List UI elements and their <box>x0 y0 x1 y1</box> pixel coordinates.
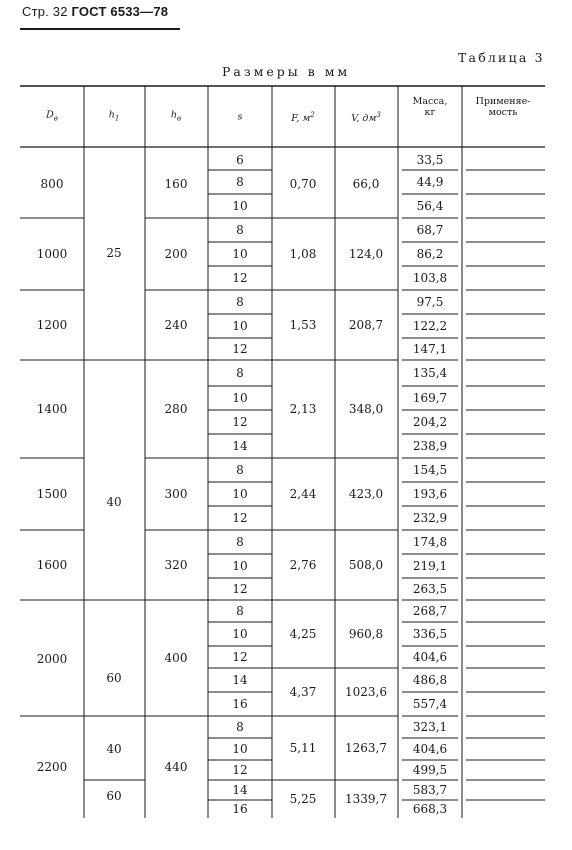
f-cell: 2,13 <box>289 402 317 416</box>
s-cell: 8 <box>236 295 244 309</box>
column-header-hv: $h_в$ <box>170 109 182 123</box>
s-cell: 10 <box>232 742 248 756</box>
mass-cell: 169,7 <box>412 391 448 405</box>
column-header-use: Применяе- мость <box>475 96 531 118</box>
hv-cell: 400 <box>164 651 188 665</box>
s-cell: 10 <box>232 391 248 405</box>
mass-cell: 135,4 <box>412 366 448 380</box>
s-cell: 8 <box>236 175 244 189</box>
mass-cell: 68,7 <box>416 223 444 237</box>
mass-cell: 193,6 <box>412 487 448 501</box>
s-cell: 12 <box>232 271 248 285</box>
mass-cell: 583,7 <box>412 783 448 797</box>
f-cell: 1,08 <box>289 247 317 261</box>
h1-cell: 40 <box>106 742 122 756</box>
mass-cell: 44,9 <box>416 175 444 189</box>
h1-cell: 60 <box>106 789 122 803</box>
dv-cell: 2000 <box>36 652 68 666</box>
standard-number: ГОСТ 6533—78 <box>71 4 169 19</box>
s-cell: 12 <box>232 763 248 777</box>
hv-cell: 320 <box>164 558 188 572</box>
v-cell: 1339,7 <box>345 792 387 806</box>
s-cell: 16 <box>232 802 248 816</box>
column-header-s: s <box>237 111 243 123</box>
s-cell: 10 <box>232 487 248 501</box>
f-cell: 4,37 <box>289 685 317 699</box>
v-cell: 124,0 <box>348 247 384 261</box>
v-cell: 208,7 <box>348 318 384 332</box>
mass-cell: 122,2 <box>412 319 448 333</box>
h1-cell: 60 <box>106 671 122 685</box>
hv-cell: 160 <box>164 177 188 191</box>
dv-cell: 1200 <box>36 318 68 332</box>
hv-cell: 280 <box>164 402 188 416</box>
f-cell: 5,25 <box>289 792 317 806</box>
column-header-f: F, $м^2$ <box>291 110 315 125</box>
v-cell: 348,0 <box>348 402 384 416</box>
column-header-v: V, $дм^3$ <box>351 110 381 125</box>
mass-cell: 103,8 <box>412 271 448 285</box>
s-cell: 10 <box>232 319 248 333</box>
f-cell: 4,25 <box>289 627 317 641</box>
dv-cell: 2200 <box>36 760 68 774</box>
mass-cell: 97,5 <box>416 295 444 309</box>
f-cell: 5,11 <box>289 741 317 755</box>
s-cell: 12 <box>232 511 248 525</box>
mass-cell: 557,4 <box>412 697 448 711</box>
s-cell: 8 <box>236 604 244 618</box>
dv-cell: 1600 <box>36 558 68 572</box>
s-cell: 8 <box>236 535 244 549</box>
s-cell: 8 <box>236 366 244 380</box>
column-header-mass: Масса, кг <box>412 96 448 118</box>
f-cell: 0,70 <box>289 177 317 191</box>
dv-cell: 1000 <box>36 247 68 261</box>
mass-cell: 268,7 <box>412 604 448 618</box>
s-cell: 16 <box>232 697 248 711</box>
s-cell: 12 <box>232 582 248 596</box>
s-cell: 6 <box>236 153 244 167</box>
s-cell: 10 <box>232 199 248 213</box>
mass-cell: 336,5 <box>412 627 448 641</box>
table-title: Таблица 3 <box>458 50 545 65</box>
hv-cell: 200 <box>164 247 188 261</box>
mass-cell: 404,6 <box>412 650 448 664</box>
column-header-dv: $D_в$ <box>46 109 58 123</box>
v-cell: 960,8 <box>348 627 384 641</box>
h1-cell: 40 <box>106 495 122 509</box>
hv-cell: 240 <box>164 318 188 332</box>
mass-cell: 204,2 <box>412 415 448 429</box>
page-number: Стр. 32 <box>22 4 68 19</box>
v-cell: 508,0 <box>348 558 384 572</box>
s-cell: 10 <box>232 247 248 261</box>
mass-cell: 56,4 <box>416 199 444 213</box>
mass-cell: 86,2 <box>416 247 444 261</box>
dv-cell: 800 <box>40 177 64 191</box>
h1-cell: 25 <box>106 246 122 260</box>
mass-cell: 323,1 <box>412 720 448 734</box>
v-cell: 1263,7 <box>345 741 387 755</box>
mass-cell: 486,8 <box>412 673 448 687</box>
dv-cell: 1400 <box>36 402 68 416</box>
s-cell: 14 <box>232 673 248 687</box>
v-cell: 66,0 <box>352 177 380 191</box>
mass-cell: 668,3 <box>412 802 448 816</box>
f-cell: 2,44 <box>289 487 317 501</box>
s-cell: 8 <box>236 720 244 734</box>
s-cell: 14 <box>232 439 248 453</box>
f-cell: 2,76 <box>289 558 317 572</box>
s-cell: 12 <box>232 415 248 429</box>
mass-cell: 219,1 <box>412 559 448 573</box>
mass-cell: 154,5 <box>412 463 448 477</box>
hv-cell: 440 <box>164 760 188 774</box>
mass-cell: 499,5 <box>412 763 448 777</box>
hv-cell: 300 <box>164 487 188 501</box>
s-cell: 12 <box>232 342 248 356</box>
mass-cell: 263,5 <box>412 582 448 596</box>
dv-cell: 1500 <box>36 487 68 501</box>
v-cell: 1023,6 <box>345 685 387 699</box>
s-cell: 12 <box>232 650 248 664</box>
f-cell: 1,53 <box>289 318 317 332</box>
column-header-h1: $h_1$ <box>108 109 120 123</box>
mass-cell: 404,6 <box>412 742 448 756</box>
mass-cell: 232,9 <box>412 511 448 525</box>
mass-cell: 147,1 <box>412 342 448 356</box>
s-cell: 8 <box>236 463 244 477</box>
mass-cell: 33,5 <box>416 153 444 167</box>
units-caption: Размеры в мм <box>222 64 351 79</box>
s-cell: 10 <box>232 559 248 573</box>
v-cell: 423,0 <box>348 487 384 501</box>
mass-cell: 174,8 <box>412 535 448 549</box>
s-cell: 10 <box>232 627 248 641</box>
mass-cell: 238,9 <box>412 439 448 453</box>
s-cell: 8 <box>236 223 244 237</box>
s-cell: 14 <box>232 783 248 797</box>
